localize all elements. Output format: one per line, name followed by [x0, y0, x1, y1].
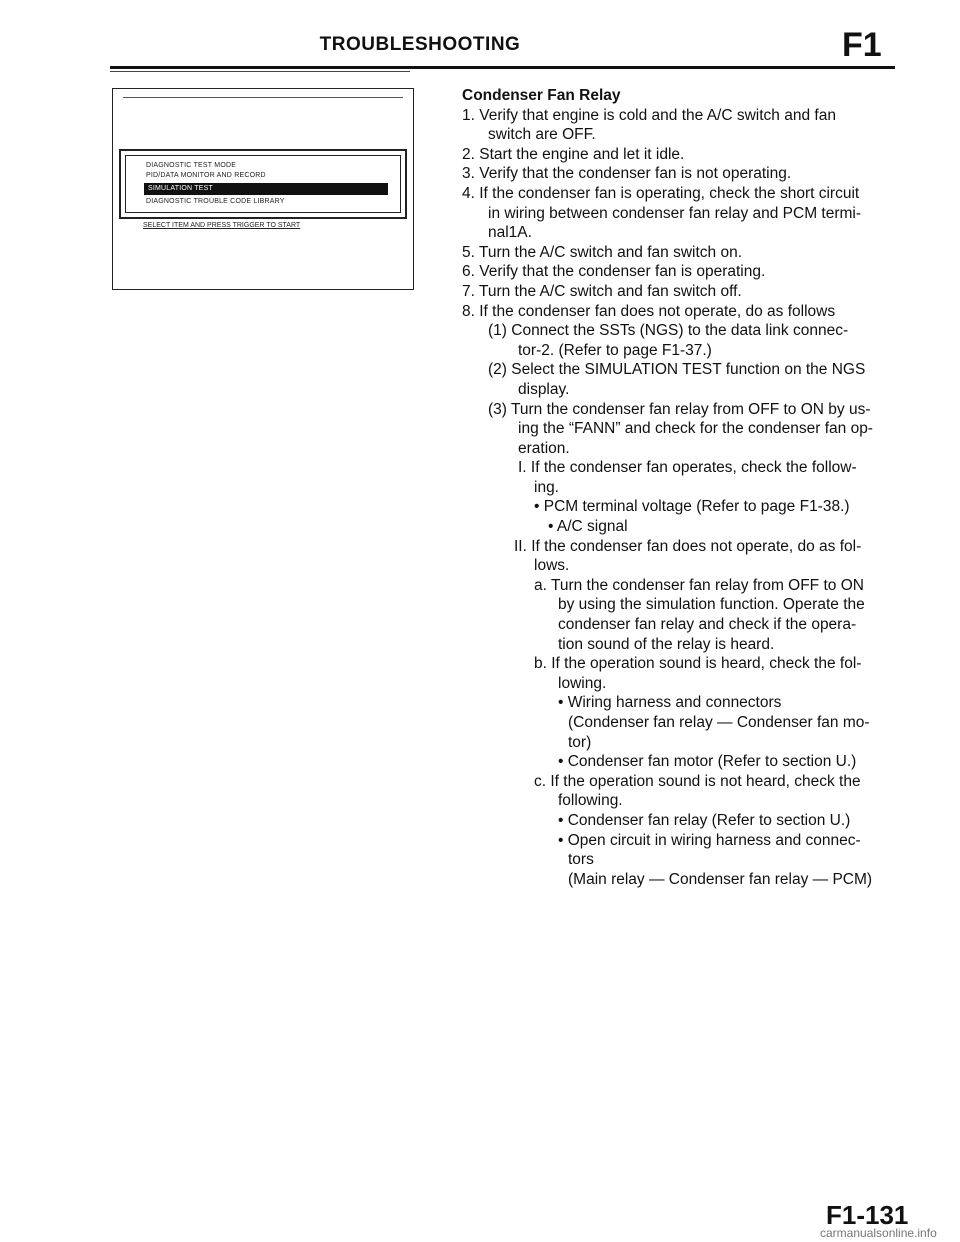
- procedure-line: following.: [558, 792, 623, 810]
- procedure-line: 1. Verify that engine is cold and the A/C switch and fan: [462, 106, 836, 124]
- procedure-line: display.: [518, 380, 570, 398]
- menu-item-dtc-library: DIAGNOSTIC TROUBLE CODE LIBRARY: [146, 198, 285, 205]
- ngs-menu-inner: [125, 155, 401, 213]
- procedure-line: c. If the operation sound is not heard, check the: [534, 772, 861, 790]
- procedure-line: 7. Turn the A/C switch and fan switch off.: [462, 282, 742, 300]
- procedure-line: in wiring between condenser fan relay and PCM termi-: [488, 204, 862, 222]
- procedure-line: • Condenser fan motor (Refer to section U.): [558, 753, 857, 771]
- procedure-line: 8. If the condenser fan does not operate, do as follows: [462, 302, 836, 320]
- procedure-line: nal1A.: [488, 224, 532, 242]
- menu-item-pid-data-monitor: PID/DATA MONITOR AND RECORD: [146, 172, 266, 179]
- procedure-line: I. If the condenser fan operates, check the follow-: [518, 459, 857, 477]
- procedure-line: eration.: [518, 439, 570, 457]
- watermark: carmanualsonline.info: [820, 1226, 937, 1240]
- ngs-screen-illustration: [112, 88, 414, 290]
- screen-top-line: [123, 97, 403, 98]
- procedure-line: by using the simulation function. Operate the: [558, 596, 865, 614]
- procedure-line: • Open circuit in wiring harness and connec-: [558, 831, 861, 849]
- procedure-line: 2. Start the engine and let it idle.: [462, 145, 685, 163]
- screen-prompt: SELECT ITEM AND PRESS TRIGGER TO START: [143, 222, 301, 229]
- procedure-line: (3) Turn the condenser fan relay from OFF to ON by us-: [488, 400, 871, 418]
- procedure-line: tion sound of the relay is heard.: [558, 635, 775, 653]
- header-divider-thin: [110, 71, 410, 72]
- page-number: F1-131: [826, 1200, 909, 1230]
- procedure-line: 6. Verify that the condenser fan is operating.: [462, 263, 766, 281]
- procedure-line: condenser fan relay and check if the opera-: [558, 616, 857, 634]
- ngs-menu-box: [119, 149, 407, 219]
- procedure-line: ing the “FANN” and check for the condenser fan op-: [518, 420, 873, 438]
- menu-item-diagnostic-test-mode: DIAGNOSTIC TEST MODE: [146, 162, 237, 169]
- procedure-line: • PCM terminal voltage (Refer to page F1-38.): [534, 498, 850, 516]
- menu-item-simulation-test-selected: SIMULATION TEST: [144, 183, 388, 195]
- procedure-line: II. If the condenser fan does not operate, do as fol-: [514, 537, 862, 555]
- page-title: TROUBLESHOOTING: [319, 34, 521, 55]
- procedure-line: tor): [568, 733, 592, 751]
- section-code: F1: [842, 26, 882, 64]
- procedure-line: switch are OFF.: [488, 126, 596, 144]
- procedure-line: (Condenser fan relay — Condenser fan mo-: [568, 714, 870, 731]
- procedure-line: 4. If the condenser fan is operating, check the short circuit: [462, 184, 860, 202]
- procedure-line: 3. Verify that the condenser fan is not operating.: [462, 165, 792, 183]
- procedure-line: (Main relay — Condenser fan relay — PCM): [568, 870, 873, 888]
- procedure-line: (1) Connect the SSTs (NGS) to the data link connec-: [488, 322, 849, 340]
- procedure-line: • Wiring harness and connectors: [558, 694, 782, 712]
- procedure-section: [452, 86, 902, 889]
- procedure-line: lowing.: [558, 674, 607, 692]
- header-divider: [110, 66, 895, 69]
- procedure-line: ing.: [534, 478, 559, 496]
- procedure-line: b. If the operation sound is heard, check the fol-: [534, 655, 862, 673]
- procedure-line: (2) Select the SIMULATION TEST function on the NGS: [488, 361, 866, 379]
- procedure-line: 5. Turn the A/C switch and fan switch on.: [462, 243, 743, 261]
- procedure-line: • A/C signal: [548, 518, 628, 536]
- procedure-title: Condenser Fan Relay: [462, 87, 621, 104]
- procedure-line: lows.: [534, 557, 570, 575]
- procedure-line: tors: [568, 851, 594, 869]
- procedure-line: a. Turn the condenser fan relay from OFF to ON: [534, 576, 864, 594]
- procedure-lines: [452, 106, 902, 890]
- procedure-line: • Condenser fan relay (Refer to section U.): [558, 811, 851, 829]
- procedure-line: tor-2. (Refer to page F1-37.): [518, 341, 712, 359]
